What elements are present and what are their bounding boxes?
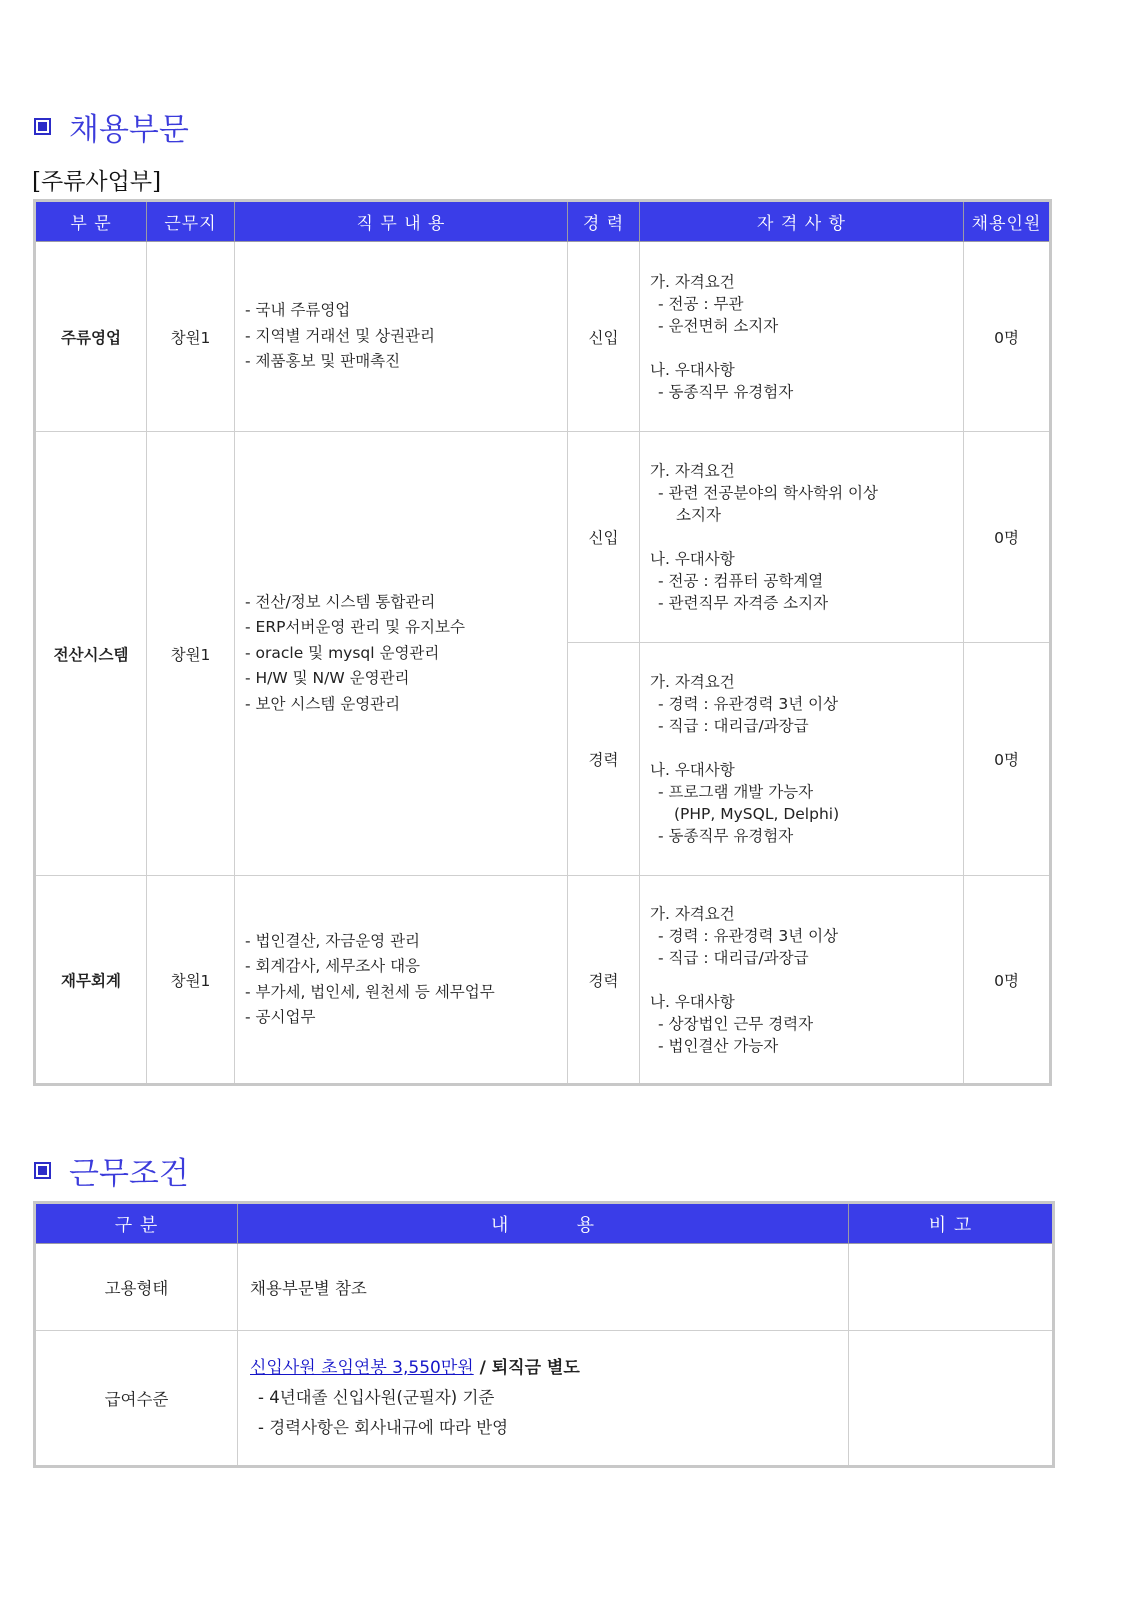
dept-cell: 전산시스템: [35, 432, 147, 876]
duty-line: - 보안 시스템 운영관리: [245, 694, 401, 713]
qual-line: - 관련직무 자격증 소지자: [658, 594, 829, 612]
qual-line: - 관련 전공분야의 학사학위 이상: [658, 484, 878, 502]
headcount-cell: 0명: [964, 432, 1051, 643]
location-cell: 창원1: [147, 242, 235, 432]
table-header-row: [35, 1203, 1054, 1244]
dept-cell: 재무회계: [35, 876, 147, 1085]
qualifications-cell: [640, 876, 964, 1085]
headcount-cell: 0명: [964, 242, 1051, 432]
duties-cell: [235, 876, 568, 1085]
qual-line: 나. 우대사항: [650, 360, 735, 379]
qualifications-cell: [640, 643, 964, 876]
header-category: 구 분: [35, 1203, 238, 1244]
duty-line: - ERP서버운영 관리 및 유지보수: [245, 618, 465, 637]
salary-label: 급여수준: [35, 1331, 238, 1467]
qual-line: - 동종직무 유경험자: [658, 382, 794, 401]
qual-line: 가. 자격요건: [650, 673, 735, 691]
qual-line: 가. 자격요건: [650, 904, 735, 923]
duty-line: - H/W 및 N/W 운영관리: [245, 669, 410, 688]
duty-line: - 지역별 거래선 및 상권관리: [245, 326, 436, 345]
header-headcount: 채용인원: [964, 201, 1051, 242]
career-cell: 신입: [568, 242, 640, 432]
qual-line: - 직급 : 대리급/과장급: [658, 948, 809, 967]
section-title-text: 근무조건: [69, 1156, 189, 1192]
table-row: [35, 432, 1051, 643]
qual-line: - 법인결산 가능자: [658, 1036, 779, 1055]
header-career: 경 력: [568, 201, 640, 242]
section-title-recruitment: [34, 104, 189, 149]
headcount-cell: 0명: [964, 643, 1051, 876]
qual-line: 가. 자격요건: [650, 462, 735, 480]
duty-line: - 공시업무: [245, 1008, 316, 1026]
qual-line: 나. 우대사항: [650, 761, 735, 779]
dept-cell: 주류영업: [35, 242, 147, 432]
qual-line: - 직급 : 대리급/과장급: [658, 717, 809, 735]
salary-link[interactable]: 신입사원 초임연봉 3,550만원: [250, 1358, 474, 1378]
qual-line: - 운전면허 소지자: [658, 316, 779, 335]
qual-line: - 상장법인 근무 경력자: [658, 1014, 814, 1033]
table-row: [35, 1331, 1054, 1467]
qual-line: - 전공 : 무관: [658, 294, 744, 313]
header-dept: 부 문: [35, 201, 147, 242]
salary-note: [849, 1331, 1054, 1467]
location-cell: 창원1: [147, 876, 235, 1085]
header-qualifications: 자 격 사 항: [640, 201, 964, 242]
header-content: 내 용: [238, 1203, 849, 1244]
duty-line: - 제품홍보 및 판매촉진: [245, 352, 401, 371]
career-cell: 신입: [568, 432, 640, 643]
employment-content: 채용부문별 참조: [238, 1244, 849, 1331]
qualifications-cell: [640, 242, 964, 432]
headcount-cell: 0명: [964, 876, 1051, 1085]
qual-line: - 동종직무 유경험자: [658, 827, 794, 845]
duty-line: - 회계감사, 세무조사 대응: [245, 957, 421, 975]
salary-line: - 4년대졸 신입사원(군필자) 기준: [258, 1388, 495, 1407]
table-row: [35, 242, 1051, 432]
qual-line: (PHP, MySQL, Delphi): [674, 805, 840, 823]
recruitment-table: [33, 199, 1052, 1086]
qual-line: 소지자: [676, 506, 721, 524]
career-cell: 경력: [568, 643, 640, 876]
duty-line: - 부가세, 법인세, 원천세 등 세무업무: [245, 982, 495, 1001]
table-header-row: [35, 201, 1051, 242]
duties-cell: [235, 432, 568, 876]
qual-line: 가. 자격요건: [650, 272, 735, 291]
table-row: [35, 876, 1051, 1085]
location-cell: 창원1: [147, 432, 235, 876]
qual-line: - 전공 : 컴퓨터 공학계열: [658, 572, 824, 590]
duty-line: - 국내 주류영업: [245, 301, 351, 320]
qual-line: 나. 우대사항: [650, 550, 735, 568]
duty-line: - 법인결산, 자금운영 관리: [245, 931, 421, 950]
header-location: 근무지: [147, 201, 235, 242]
division-subtitle: [주류사업부]: [32, 169, 162, 195]
section-title-text: 채용부문: [69, 112, 189, 148]
duty-line: - 전산/정보 시스템 통합관리: [245, 592, 436, 611]
qual-line: 나. 우대사항: [650, 992, 735, 1011]
qualifications-cell: [640, 432, 964, 643]
employment-note: [849, 1244, 1054, 1331]
qual-line: - 경력 : 유관경력 3년 이상: [658, 926, 839, 945]
header-duties: 직 무 내 용: [235, 201, 568, 242]
career-cell: 경력: [568, 876, 640, 1085]
conditions-table: [33, 1201, 1055, 1468]
qual-line: - 프로그램 개발 가능자: [658, 783, 814, 801]
salary-content: [238, 1331, 849, 1467]
salary-note-text: / 퇴직금 별도: [473, 1358, 580, 1378]
square-bullet-icon: [34, 118, 51, 135]
qual-line: - 경력 : 유관경력 3년 이상: [658, 695, 839, 713]
duties-cell: [235, 242, 568, 432]
duty-line: - oracle 및 mysql 운영관리: [245, 643, 440, 662]
employment-label: 고용형태: [35, 1244, 238, 1331]
header-note: 비 고: [849, 1203, 1054, 1244]
table-row: [35, 1244, 1054, 1331]
square-bullet-icon: [34, 1162, 51, 1179]
salary-line: - 경력사항은 회사내규에 따라 반영: [258, 1418, 509, 1437]
section-title-conditions: [34, 1148, 189, 1193]
